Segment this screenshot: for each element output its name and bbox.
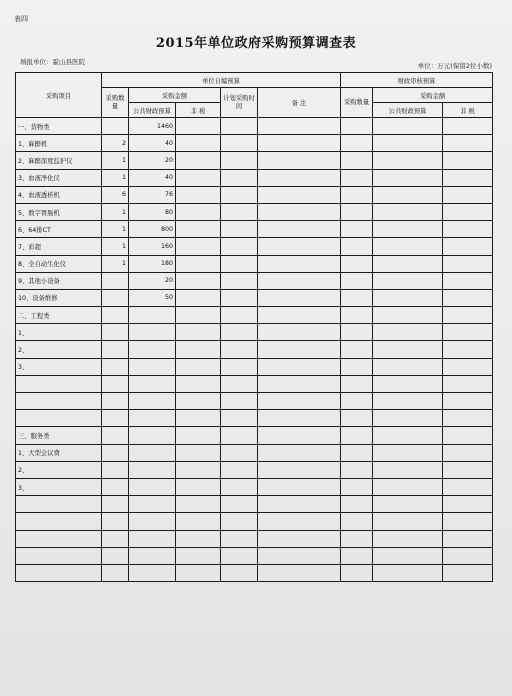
- finance-public-cell: [373, 444, 443, 461]
- qty-cell: [102, 410, 129, 427]
- page-title: 2015年单位政府采购预算调查表: [155, 36, 357, 51]
- plan-time-cell: [221, 478, 258, 495]
- currency-unit: 单位：万元(保留2位小数): [417, 62, 492, 70]
- item-name: 二、工程类: [16, 307, 102, 324]
- plan-time-cell: [221, 289, 258, 306]
- non-tax-cell: [176, 324, 221, 341]
- finance-public-cell: [373, 461, 443, 478]
- non-tax-cell: [176, 547, 221, 564]
- finance-public-cell: [373, 564, 443, 581]
- amount-cell: [129, 307, 176, 324]
- finance-qty-cell: [341, 135, 373, 152]
- qty-cell: [102, 530, 129, 547]
- amount-cell: [129, 513, 176, 530]
- plan-time-cell: [221, 410, 258, 427]
- finance-public-cell: [373, 307, 443, 324]
- non-tax-cell: [176, 564, 221, 581]
- item-name: 3、: [16, 478, 102, 495]
- non-tax-cell: [176, 135, 221, 152]
- amount-cell: 80: [129, 203, 176, 220]
- finance-qty-cell: [341, 203, 373, 220]
- qty-cell: 2: [102, 135, 129, 152]
- item-name: 1、大型会议费: [16, 444, 102, 461]
- form-tag: 表四: [14, 15, 28, 23]
- amount-cell: 800: [129, 221, 176, 238]
- qty-cell: 1: [102, 221, 129, 238]
- finance-public-cell: [373, 547, 443, 564]
- remark-cell: [258, 410, 341, 427]
- remark-cell: [258, 135, 341, 152]
- header-non-tax: 非 税: [176, 103, 221, 118]
- table-row: [16, 461, 493, 478]
- qty-cell: [102, 547, 129, 564]
- item-name: 5、数字胃肠机: [16, 203, 102, 220]
- plan-time-cell: [221, 203, 258, 220]
- remark-cell: [258, 427, 341, 444]
- plan-time-cell: [221, 530, 258, 547]
- finance-qty-cell: [341, 393, 373, 410]
- plan-time-cell: [221, 358, 258, 375]
- item-name: [16, 375, 102, 392]
- header-plan-time: 计划采购时间: [221, 88, 258, 118]
- finance-public-cell: [373, 203, 443, 220]
- item-name: [16, 496, 102, 513]
- qty-cell: [102, 461, 129, 478]
- non-tax-cell: [176, 393, 221, 410]
- finance-non-tax-cell: [443, 221, 493, 238]
- table-row: [16, 564, 493, 581]
- non-tax-cell: [176, 513, 221, 530]
- plan-time-cell: [221, 496, 258, 513]
- finance-non-tax-cell: [443, 496, 493, 513]
- finance-qty-cell: [341, 238, 373, 255]
- table-row: [16, 513, 493, 530]
- finance-non-tax-cell: [443, 135, 493, 152]
- finance-non-tax-cell: [443, 478, 493, 495]
- qty-cell: [102, 358, 129, 375]
- remark-cell: [258, 358, 341, 375]
- finance-non-tax-cell: [443, 410, 493, 427]
- finance-public-cell: [373, 135, 443, 152]
- qty-cell: [102, 478, 129, 495]
- item-name: 1、麻醉机: [16, 135, 102, 152]
- plan-time-cell: [221, 444, 258, 461]
- qty-cell: [102, 324, 129, 341]
- plan-time-cell: [221, 427, 258, 444]
- item-name: [16, 530, 102, 547]
- header-unit-budget: 单位自编预算: [102, 73, 341, 88]
- amount-cell: [129, 461, 176, 478]
- finance-non-tax-cell: [443, 203, 493, 220]
- finance-qty-cell: [341, 410, 373, 427]
- finance-public-cell: [373, 238, 443, 255]
- plan-time-cell: [221, 272, 258, 289]
- non-tax-cell: [176, 221, 221, 238]
- table-row: [16, 358, 493, 375]
- finance-public-cell: [373, 375, 443, 392]
- plan-time-cell: [221, 186, 258, 203]
- remark-cell: [258, 461, 341, 478]
- amount-cell: [129, 341, 176, 358]
- table-row: [16, 547, 493, 564]
- header-finance-budget: 财政审核预算: [341, 73, 493, 88]
- finance-non-tax-cell: [443, 238, 493, 255]
- item-name: 1、: [16, 324, 102, 341]
- plan-time-cell: [221, 169, 258, 186]
- header-amount-finance: 采购金额: [373, 88, 493, 103]
- table-row: [16, 289, 493, 306]
- remark-cell: [258, 393, 341, 410]
- plan-time-cell: [221, 375, 258, 392]
- finance-public-cell: [373, 186, 443, 203]
- qty-cell: [102, 341, 129, 358]
- remark-cell: [258, 478, 341, 495]
- budget-table: [15, 72, 493, 582]
- qty-cell: 1: [102, 203, 129, 220]
- item-name: 3、: [16, 358, 102, 375]
- finance-public-cell: [373, 358, 443, 375]
- finance-qty-cell: [341, 118, 373, 135]
- qty-cell: [102, 513, 129, 530]
- item-name: 7、彩超: [16, 238, 102, 255]
- finance-public-cell: [373, 272, 443, 289]
- amount-cell: [129, 478, 176, 495]
- item-name: 2、: [16, 341, 102, 358]
- finance-qty-cell: [341, 547, 373, 564]
- non-tax-cell: [176, 272, 221, 289]
- qty-cell: [102, 444, 129, 461]
- non-tax-cell: [176, 307, 221, 324]
- finance-non-tax-cell: [443, 393, 493, 410]
- finance-qty-cell: [341, 152, 373, 169]
- plan-time-cell: [221, 118, 258, 135]
- qty-cell: 1: [102, 255, 129, 272]
- qty-cell: 6: [102, 186, 129, 203]
- finance-public-cell: [373, 169, 443, 186]
- remark-cell: [258, 272, 341, 289]
- remark-cell: [258, 530, 341, 547]
- remark-cell: [258, 444, 341, 461]
- remark-cell: [258, 169, 341, 186]
- amount-cell: [129, 393, 176, 410]
- item-name: 2、: [16, 461, 102, 478]
- amount-cell: 40: [129, 135, 176, 152]
- table-row: [16, 118, 493, 135]
- item-name: 3、血液净化仪: [16, 169, 102, 186]
- plan-time-cell: [221, 393, 258, 410]
- qty-cell: 1: [102, 152, 129, 169]
- finance-public-cell: [373, 324, 443, 341]
- amount-cell: [129, 427, 176, 444]
- finance-public-cell: [373, 118, 443, 135]
- amount-cell: 50: [129, 289, 176, 306]
- table-row: [16, 152, 493, 169]
- item-name: [16, 564, 102, 581]
- plan-time-cell: [221, 547, 258, 564]
- non-tax-cell: [176, 478, 221, 495]
- header-public-budget: 公共财政预算: [129, 103, 176, 118]
- amount-cell: [129, 547, 176, 564]
- finance-qty-cell: [341, 427, 373, 444]
- finance-qty-cell: [341, 255, 373, 272]
- amount-cell: 180: [129, 255, 176, 272]
- amount-cell: [129, 410, 176, 427]
- non-tax-cell: [176, 255, 221, 272]
- item-name: 4、血液透析机: [16, 186, 102, 203]
- item-name: 9、其他小设备: [16, 272, 102, 289]
- finance-public-cell: [373, 341, 443, 358]
- amount-cell: 76: [129, 186, 176, 203]
- amount-cell: [129, 496, 176, 513]
- non-tax-cell: [176, 341, 221, 358]
- finance-non-tax-cell: [443, 564, 493, 581]
- finance-public-cell: [373, 410, 443, 427]
- item-name: 8、全自动生化仪: [16, 255, 102, 272]
- qty-cell: 1: [102, 238, 129, 255]
- finance-qty-cell: [341, 341, 373, 358]
- finance-non-tax-cell: [443, 461, 493, 478]
- finance-qty-cell: [341, 186, 373, 203]
- remark-cell: [258, 307, 341, 324]
- finance-public-cell: [373, 393, 443, 410]
- qty-cell: [102, 375, 129, 392]
- table-row: [16, 307, 493, 324]
- non-tax-cell: [176, 530, 221, 547]
- reporting-unit: 填报单位：霍山县医院: [20, 58, 85, 66]
- item-name: 6、64排CT: [16, 221, 102, 238]
- amount-cell: [129, 324, 176, 341]
- item-name: [16, 410, 102, 427]
- finance-qty-cell: [341, 461, 373, 478]
- finance-qty-cell: [341, 513, 373, 530]
- table-row: [16, 169, 493, 186]
- remark-cell: [258, 496, 341, 513]
- remark-cell: [258, 375, 341, 392]
- finance-non-tax-cell: [443, 530, 493, 547]
- item-name: 2、麻醉深度监护仪: [16, 152, 102, 169]
- plan-time-cell: [221, 461, 258, 478]
- amount-cell: [129, 444, 176, 461]
- finance-public-cell: [373, 221, 443, 238]
- finance-non-tax-cell: [443, 547, 493, 564]
- table-row: [16, 496, 493, 513]
- header-qty-finance: 采购数量: [341, 88, 373, 118]
- finance-public-cell: [373, 478, 443, 495]
- remark-cell: [258, 341, 341, 358]
- qty-cell: [102, 307, 129, 324]
- plan-time-cell: [221, 341, 258, 358]
- finance-non-tax-cell: [443, 186, 493, 203]
- table-row: [16, 530, 493, 547]
- non-tax-cell: [176, 152, 221, 169]
- non-tax-cell: [176, 461, 221, 478]
- header-remark: 备 注: [258, 88, 341, 118]
- finance-non-tax-cell: [443, 375, 493, 392]
- table-row: [16, 186, 493, 203]
- plan-time-cell: [221, 221, 258, 238]
- finance-qty-cell: [341, 564, 373, 581]
- finance-non-tax-cell: [443, 324, 493, 341]
- non-tax-cell: [176, 427, 221, 444]
- finance-non-tax-cell: [443, 289, 493, 306]
- table-row: [16, 272, 493, 289]
- finance-non-tax-cell: [443, 272, 493, 289]
- amount-cell: [129, 375, 176, 392]
- remark-cell: [258, 186, 341, 203]
- finance-qty-cell: [341, 444, 373, 461]
- plan-time-cell: [221, 564, 258, 581]
- item-name: [16, 513, 102, 530]
- remark-cell: [258, 118, 341, 135]
- amount-cell: 1460: [129, 118, 176, 135]
- non-tax-cell: [176, 186, 221, 203]
- plan-time-cell: [221, 324, 258, 341]
- qty-cell: [102, 427, 129, 444]
- item-name: 三、服务类: [16, 427, 102, 444]
- table-row: [16, 478, 493, 495]
- finance-qty-cell: [341, 307, 373, 324]
- item-name: 10、设备维修: [16, 289, 102, 306]
- remark-cell: [258, 255, 341, 272]
- finance-public-cell: [373, 496, 443, 513]
- finance-qty-cell: [341, 358, 373, 375]
- finance-qty-cell: [341, 324, 373, 341]
- table-row: [16, 324, 493, 341]
- finance-qty-cell: [341, 496, 373, 513]
- finance-non-tax-cell: [443, 307, 493, 324]
- finance-public-cell: [373, 427, 443, 444]
- remark-cell: [258, 238, 341, 255]
- finance-non-tax-cell: [443, 169, 493, 186]
- table-row: [16, 393, 493, 410]
- non-tax-cell: [176, 238, 221, 255]
- table-row: [16, 410, 493, 427]
- remark-cell: [258, 564, 341, 581]
- amount-cell: 20: [129, 152, 176, 169]
- item-name: 一、货物类: [16, 118, 102, 135]
- finance-qty-cell: [341, 530, 373, 547]
- table-row: [16, 427, 493, 444]
- header-amount: 采购金额: [129, 88, 221, 103]
- qty-cell: [102, 272, 129, 289]
- remark-cell: [258, 203, 341, 220]
- finance-non-tax-cell: [443, 427, 493, 444]
- amount-cell: [129, 564, 176, 581]
- non-tax-cell: [176, 410, 221, 427]
- qty-cell: [102, 118, 129, 135]
- plan-time-cell: [221, 238, 258, 255]
- finance-non-tax-cell: [443, 118, 493, 135]
- amount-cell: [129, 358, 176, 375]
- table-row: [16, 203, 493, 220]
- remark-cell: [258, 547, 341, 564]
- table-row: [16, 375, 493, 392]
- finance-qty-cell: [341, 478, 373, 495]
- header-non-tax-finance: 非 税: [443, 103, 493, 118]
- non-tax-cell: [176, 358, 221, 375]
- plan-time-cell: [221, 152, 258, 169]
- non-tax-cell: [176, 289, 221, 306]
- non-tax-cell: [176, 375, 221, 392]
- remark-cell: [258, 152, 341, 169]
- finance-qty-cell: [341, 375, 373, 392]
- non-tax-cell: [176, 444, 221, 461]
- non-tax-cell: [176, 169, 221, 186]
- remark-cell: [258, 221, 341, 238]
- finance-public-cell: [373, 513, 443, 530]
- qty-cell: 1: [102, 169, 129, 186]
- plan-time-cell: [221, 513, 258, 530]
- finance-qty-cell: [341, 289, 373, 306]
- qty-cell: [102, 289, 129, 306]
- header-item: 采购项目: [16, 73, 102, 118]
- header-qty: 采购数量: [102, 88, 129, 118]
- amount-cell: [129, 530, 176, 547]
- finance-qty-cell: [341, 272, 373, 289]
- finance-non-tax-cell: [443, 358, 493, 375]
- finance-non-tax-cell: [443, 152, 493, 169]
- table-row: [16, 255, 493, 272]
- table-row: [16, 444, 493, 461]
- qty-cell: [102, 393, 129, 410]
- finance-public-cell: [373, 255, 443, 272]
- remark-cell: [258, 289, 341, 306]
- non-tax-cell: [176, 496, 221, 513]
- finance-qty-cell: [341, 221, 373, 238]
- item-name: [16, 393, 102, 410]
- amount-cell: 160: [129, 238, 176, 255]
- plan-time-cell: [221, 255, 258, 272]
- amount-cell: 40: [129, 169, 176, 186]
- finance-qty-cell: [341, 169, 373, 186]
- header-public-budget-finance: 公共财政预算: [373, 103, 443, 118]
- finance-non-tax-cell: [443, 513, 493, 530]
- table-row: [16, 221, 493, 238]
- table-row: [16, 135, 493, 152]
- table-row: [16, 238, 493, 255]
- non-tax-cell: [176, 118, 221, 135]
- finance-non-tax-cell: [443, 341, 493, 358]
- finance-public-cell: [373, 530, 443, 547]
- amount-cell: 20: [129, 272, 176, 289]
- remark-cell: [258, 513, 341, 530]
- non-tax-cell: [176, 203, 221, 220]
- plan-time-cell: [221, 307, 258, 324]
- finance-public-cell: [373, 289, 443, 306]
- remark-cell: [258, 324, 341, 341]
- finance-non-tax-cell: [443, 255, 493, 272]
- finance-non-tax-cell: [443, 444, 493, 461]
- item-name: [16, 547, 102, 564]
- qty-cell: [102, 564, 129, 581]
- finance-public-cell: [373, 152, 443, 169]
- plan-time-cell: [221, 135, 258, 152]
- qty-cell: [102, 496, 129, 513]
- table-row: [16, 341, 493, 358]
